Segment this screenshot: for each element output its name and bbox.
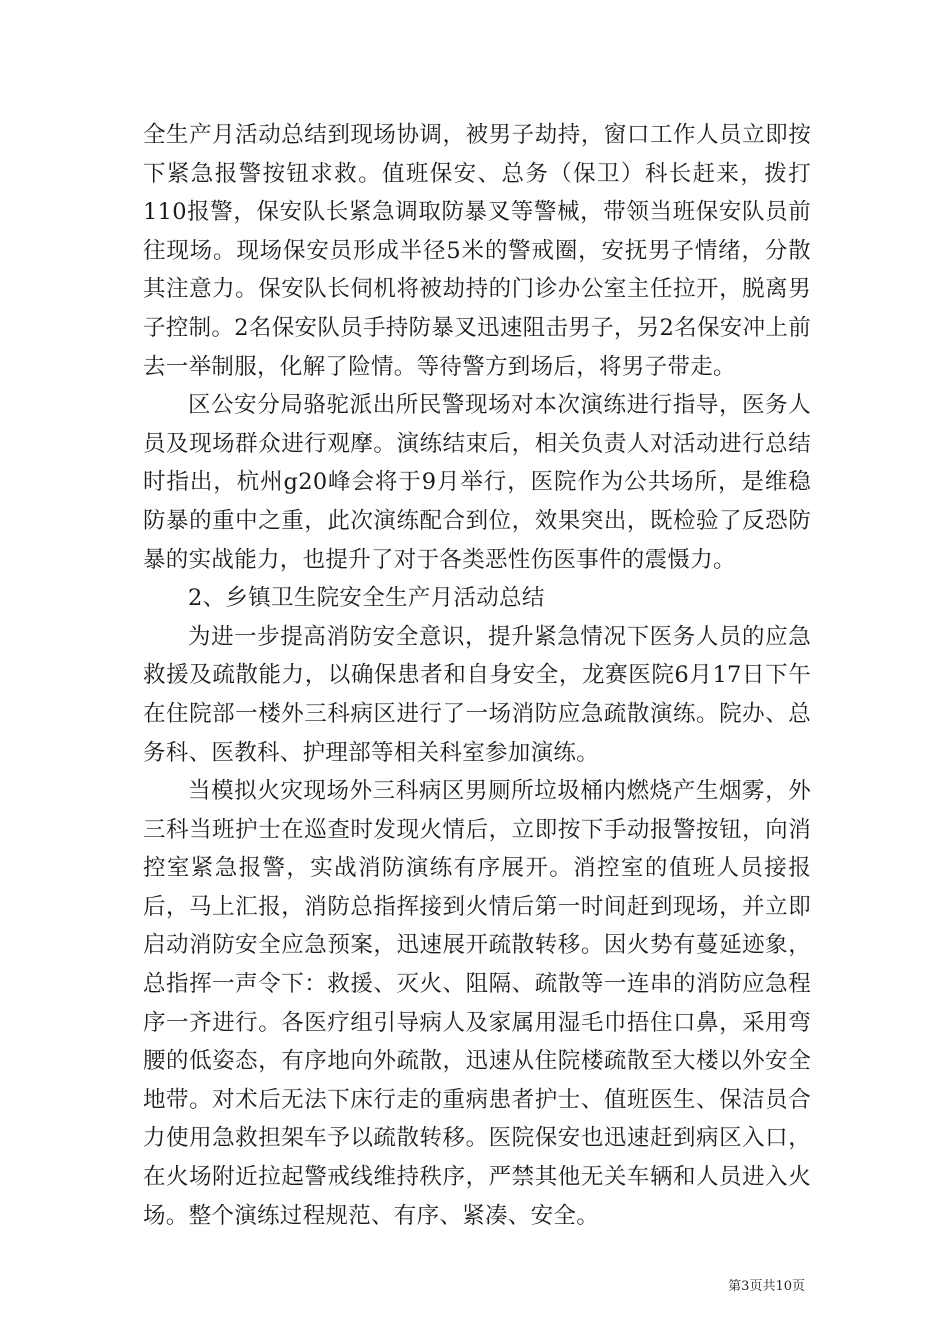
page-footer: 第3页共10页 bbox=[728, 1279, 805, 1294]
paragraph-observation: 区公安分局骆驼派出所民警现场对本次演练进行指导，医务人员及现场群众进行观摩。演练结束后，相关负责人对活动进行总结时指出，杭州g20峰会将于9月举行，医院作为公共场所，是维稳防暴的重中之重，此次演练配合到位，效果突出，既检验了反恐防暴的实战能力，也提升了对于各类恶性伤医事件的震慑力。 bbox=[143, 392, 811, 573]
paragraph-drill-process: 当模拟火灾现场外三科病区男厕所垃圾桶内燃烧产生烟雾，外三科当班护士在巡查时发现火情后，立即按下手动报警按钮，向消控室紧急报警，实战消防演练有序展开。消控室的值班人员接报后，马上汇报，消防总指挥接到火情后第一时间赶到现场，并立即启动消防安全应急预案，迅速展开疏散转移。因火势有蔓延迹象，总指挥一声令下：救援、灭火、阻隔、疏散等一连串的消防应急程序一齐进行。各医疗组引导病人及家属用湿毛巾捂住口鼻，采用弯腰的低姿态，有序地向外疏散，迅速从住院楼疏散至大楼以外安全地带。对术后无法下床行走的重病患者护士、值班医生、保洁员合力使用急救担架车予以疏散转移。医院保安也迅速赶到病区入口，在火场附近拉起警戒线维持秩序，严禁其他无关车辆和人员进入火场。整个演练过程规范、有序、紧凑、安全。 bbox=[143, 778, 811, 1229]
document-body bbox=[143, 116, 811, 1235]
paragraph-drill-intro: 为进一步提高消防安全意识，提升紧急情况下医务人员的应急救援及疏散能力，以确保患者和自身安全，龙赛医院6月17日下午在住院部一楼外三科病区进行了一场消防应急疏散演练。院办、总务科、医教科、护理部等相关科室参加演练。 bbox=[143, 623, 811, 766]
paragraph-continuation: 全生产月活动总结到现场协调，被男子劫持，窗口工作人员立即按下紧急报警按钮求救。值班保安、总务（保卫）科长赶来，拨打110报警，保安队长紧急调取防暴叉等警械，带领当班保安队员前往现场。现场保安员形成半径5米的警戒圈，安抚男子情绪，分散其注意力。保安队长伺机将被劫持的门诊办公室主任拉开，脱离男子控制。2名保安队员手持防暴叉迅速阻击男子，另2名保安冲上前去一举制服，化解了险情。等待警方到场后，将男子带走。 bbox=[143, 122, 811, 380]
section-heading: 2、乡镇卫生院安全生产月活动总结 bbox=[188, 585, 545, 612]
